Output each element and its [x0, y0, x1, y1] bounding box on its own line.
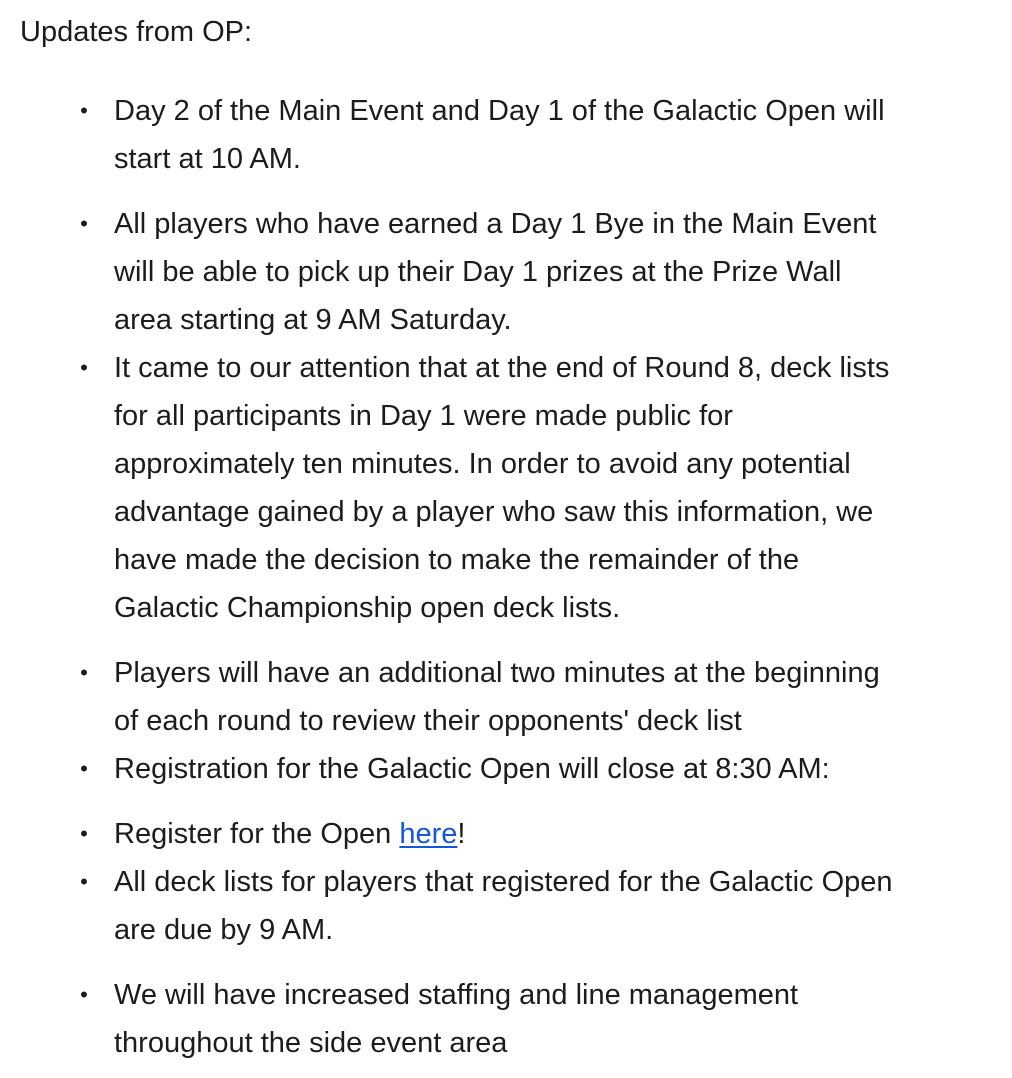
list-item-line: Galactic Championship open deck lists.	[114, 592, 621, 624]
register-exclamation: !	[457, 818, 466, 850]
list-item	[80, 344, 994, 632]
list-item-line: area starting at 9 AM Saturday.	[114, 304, 512, 336]
list-item	[80, 649, 994, 745]
list-item-line: will be able to pick up their Day 1 prizes at the Prize Wall	[114, 256, 842, 288]
list-item	[80, 87, 994, 183]
list-item-line: All players who have earned a Day 1 Bye in the Main Event	[114, 208, 877, 240]
list-item-line: of each round to review their opponents' deck list	[114, 705, 742, 737]
list-item-line: We will have increased staffing and line management	[114, 979, 799, 1011]
list-item-line: advantage gained by a player who saw this information, we	[114, 496, 874, 528]
list-item	[80, 200, 994, 344]
bullet-icon: •	[80, 211, 88, 236]
list-item-line: approximately ten minutes. In order to avoid any potential	[114, 448, 851, 480]
list-item-line: All deck lists for players that registered for the Galactic Open	[114, 866, 893, 898]
bullet-icon: •	[80, 869, 88, 894]
list-item-line: It came to our attention that at the end of Round 8, deck lists	[114, 352, 890, 384]
list-item-line: Registration for the Galactic Open will close at 8:30 AM:	[114, 753, 830, 785]
list-item-line: for all participants in Day 1 were made public for	[114, 400, 733, 432]
list-item	[80, 810, 994, 858]
bullet-icon: •	[80, 982, 88, 1007]
updates-heading: Updates from OP:	[20, 16, 253, 48]
bullet-icon: •	[80, 821, 88, 846]
list-item	[80, 971, 994, 1067]
bullet-icon: •	[80, 355, 88, 380]
register-here-link[interactable]: here	[399, 818, 458, 850]
list-item-line: Day 2 of the Main Event and Day 1 of the Galactic Open will	[114, 95, 885, 127]
list-item-line: throughout the side event area	[114, 1027, 508, 1059]
register-text: Register for the Open	[114, 818, 400, 850]
list-item	[80, 858, 994, 954]
list-item	[80, 745, 994, 793]
bullet-icon: •	[80, 98, 88, 123]
list-item-line: have made the decision to make the remainder of the	[114, 544, 800, 576]
list-item-line: are due by 9 AM.	[114, 914, 334, 946]
list-item-line	[114, 810, 994, 858]
bullet-icon: •	[80, 660, 88, 685]
list-item-line: Players will have an additional two minutes at the beginning	[114, 657, 880, 689]
bullet-icon: •	[80, 756, 88, 781]
list-item-line: start at 10 AM.	[114, 143, 301, 175]
